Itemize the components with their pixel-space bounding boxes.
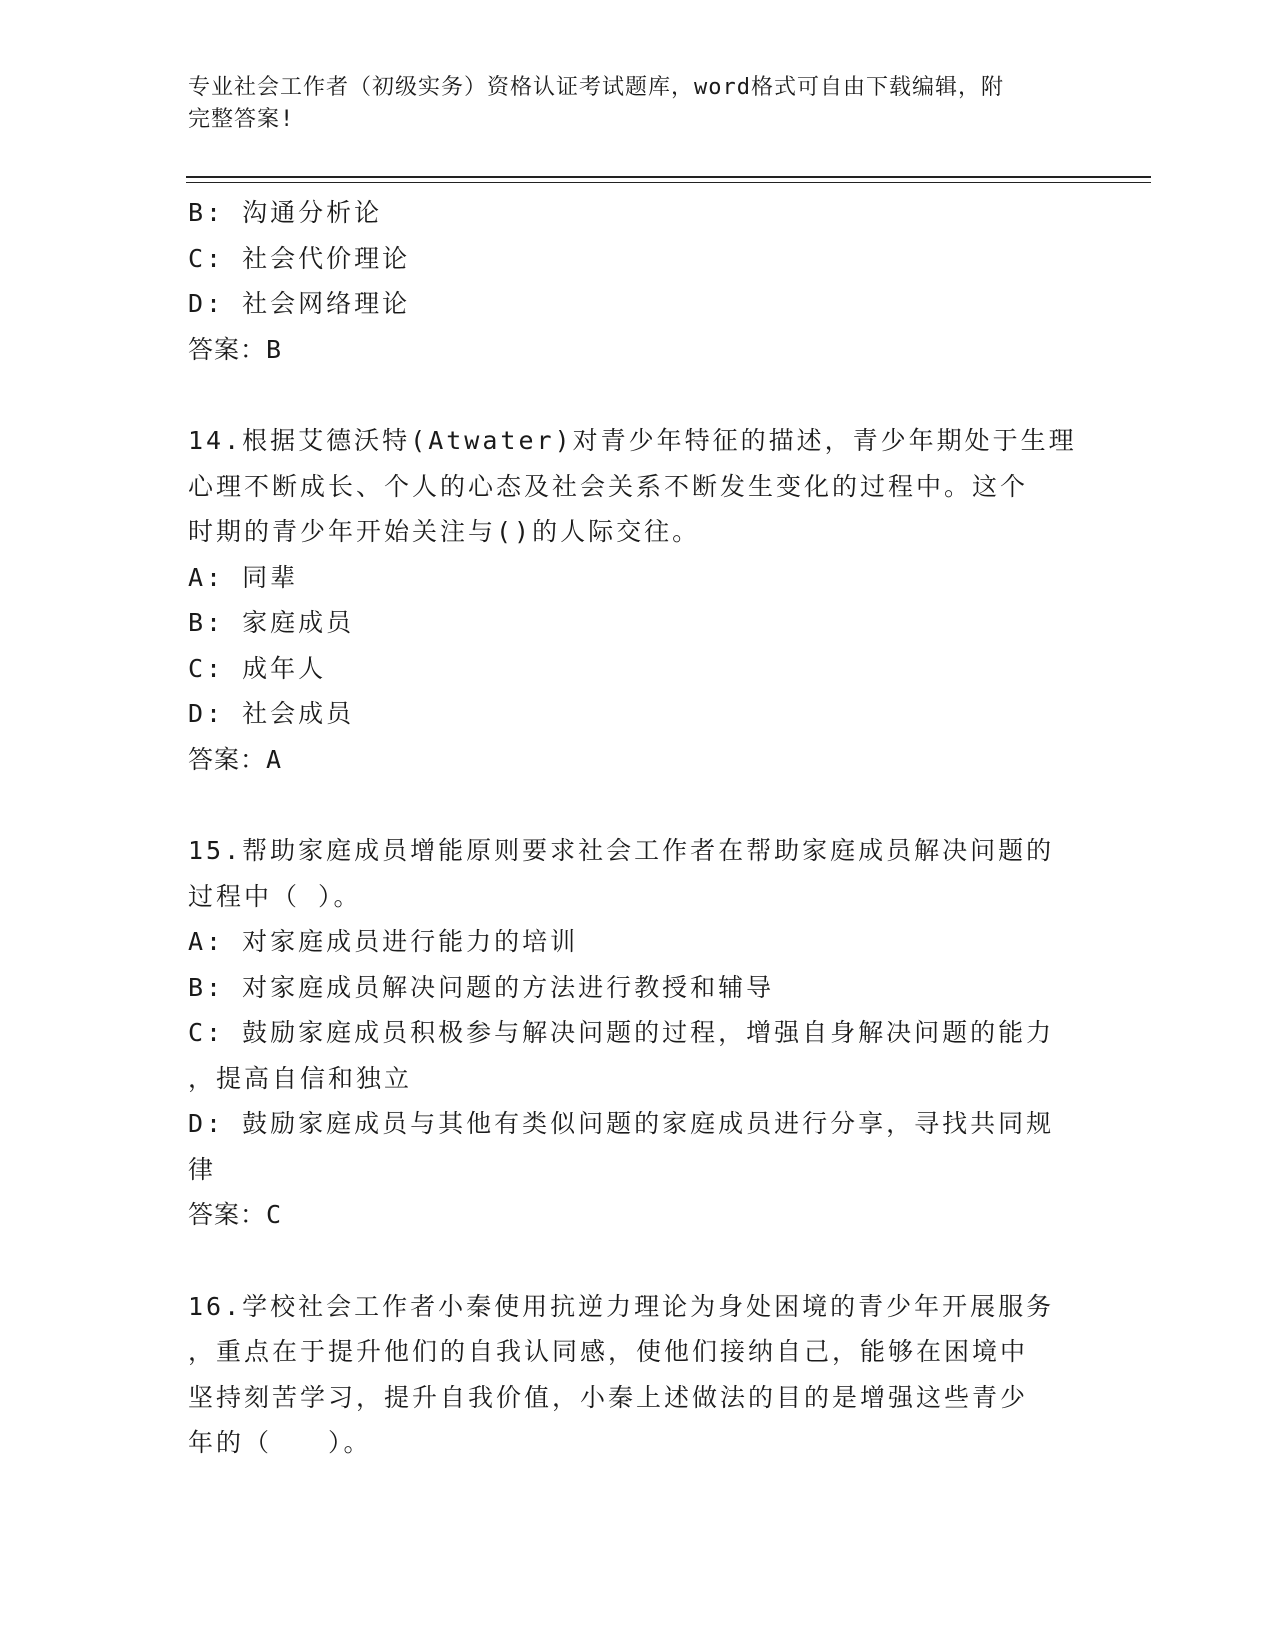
spacer: [188, 372, 1078, 418]
question-stem-line: ，重点在于提升他们的自我认同感，使他们接纳自己，能够在困境中: [188, 1337, 1029, 1366]
spacer: [188, 782, 1078, 828]
header-line-1: 专业社会工作者（初级实务）资格认证考试题库，word格式可自由下载编辑，附: [188, 75, 1004, 100]
option-d: D: 鼓励家庭成员与其他有类似问题的家庭成员进行分享，寻找共同规: [188, 1109, 1055, 1138]
question-stem-line: 15.帮助家庭成员增能原则要求社会工作者在帮助家庭成员解决问题的: [188, 836, 1055, 865]
option-c: C: 社会代价理论: [188, 243, 411, 273]
answer-label: 答案：: [188, 744, 267, 774]
header-divider-thick: [186, 176, 1151, 178]
question-stem-line: 年的（ ）。: [188, 1428, 372, 1457]
option-d: D: 社会网络理论: [188, 289, 411, 318]
question-stem-line: 时期的青少年开始关注与()的人际交往。: [188, 517, 701, 546]
question-stem-line: 14.根据艾德沃特(Atwater)对青少年特征的描述，青少年期处于生理: [188, 426, 1077, 455]
question-14: [188, 418, 1078, 782]
option-d: D: 社会成员: [188, 699, 355, 728]
answer-label: 答案：: [188, 334, 267, 364]
option-b: B: 沟通分析论: [188, 198, 383, 227]
answer-line: [188, 1192, 1078, 1238]
spacer: [188, 1238, 1078, 1284]
option-c: C: 鼓励家庭成员积极参与解决问题的过程，增强自身解决问题的能力: [188, 1018, 1055, 1047]
option-a: A: 对家庭成员进行能力的培训: [188, 927, 579, 956]
header-divider-thin: [186, 182, 1151, 183]
answer-value: B: [266, 334, 283, 364]
answer-label: 答案：: [188, 1200, 267, 1229]
question-16: [188, 1284, 1078, 1466]
page-header: [188, 72, 1068, 136]
answer-line: [188, 737, 1078, 783]
question-13: [188, 190, 1078, 372]
option-d-continued: 律: [188, 1154, 217, 1184]
option-b: B: 家庭成员: [188, 608, 355, 637]
answer-value: C: [266, 1200, 283, 1229]
header-line-2: 完整答案!: [188, 107, 295, 132]
option-c: C: 成年人: [188, 653, 327, 683]
question-15: [188, 828, 1078, 1238]
question-stem-line: 心理不断成长、个人的心态及社会关系不断发生变化的过程中。这个: [188, 471, 1029, 501]
option-a: A: 同辈: [188, 562, 299, 592]
answer-line: [188, 327, 1078, 373]
option-b: B: 对家庭成员解决问题的方法进行教授和辅导: [188, 972, 775, 1002]
option-c-continued: ，提高自信和独立: [188, 1063, 413, 1093]
question-stem-line: 过程中（ ）。: [188, 881, 362, 911]
question-stem-line: 坚持刻苦学习，提升自我价值，小秦上述做法的目的是增强这些青少: [188, 1382, 1029, 1412]
question-stem-line: 16.学校社会工作者小秦使用抗逆力理论为身处困境的青少年开展服务: [188, 1291, 1055, 1321]
question-content: [188, 190, 1078, 1466]
answer-value: A: [266, 744, 283, 774]
